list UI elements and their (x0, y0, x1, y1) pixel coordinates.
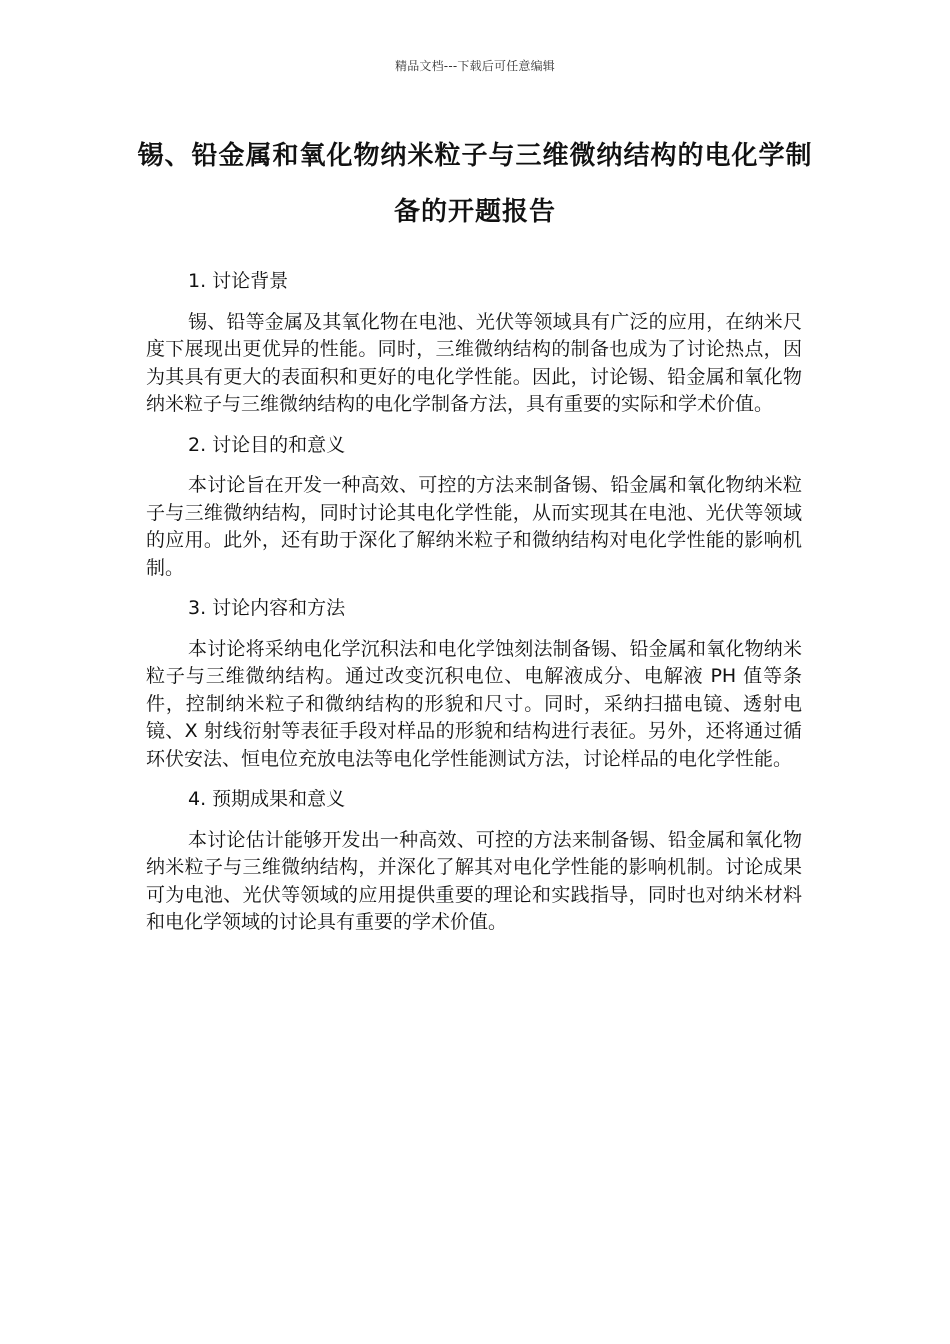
document-body (146, 268, 802, 950)
section-paragraph-purpose: 本讨论旨在开发一种高效、可控的方法来制备锡、铅金属和氧化物纳米粒子与三维微纳结构，同时讨论其电化学性能，从而实现其在电池、光伏等领域的应用。此外，还有助于深化了解纳米粒子和微纳结构对电化学性能的影响机制。 (146, 474, 802, 579)
document-title: 锡、铅金属和氧化物纳米粒子与三维微纳结构的电化学制备的开题报告 (137, 141, 813, 227)
section-heading-background: 1. 讨论背景 (188, 270, 289, 292)
section-heading-purpose: 2. 讨论目的和意义 (188, 433, 346, 456)
header-note: 精品文档---下载后可任意编辑 (395, 59, 555, 73)
section-heading-outcomes: 4. 预期成果和意义 (188, 788, 346, 810)
section-paragraph-methods: 本讨论将采纳电化学沉积法和电化学蚀刻法制备锡、铅金属和氧化物纳米粒子与三维微纳结构。通过改变沉积电位、电解液成分、电解液 PH 值等条件，控制纳米粒子和微纳结构的形貌和尺寸。同时，采纳扫描电镜、透射电镜、X 射线衍射等表征手段对样品的形貌和结构进行表征。另外，还将通过循环伏安法、恒电位充放电法等电化学性能测试方法，讨论样品的电化学性能。 (146, 637, 802, 770)
section-heading-methods: 3. 讨论内容和方法 (188, 597, 346, 619)
section-paragraph-outcomes: 本讨论估计能够开发出一种高效、可控的方法来制备锡、铅金属和氧化物纳米粒子与三维微纳结构，并深化了解其对电化学性能的影响机制。讨论成果可为电池、光伏等领域的应用提供重要的理论和实践指导，同时也对纳米材料和电化学领域的讨论具有重要的学术价值。 (146, 828, 802, 933)
section-paragraph-background: 锡、铅等金属及其氧化物在电池、光伏等领域具有广泛的应用，在纳米尺度下展现出更优异的性能。同时，三维微纳结构的制备也成为了讨论热点，因为其具有更大的表面积和更好的电化学性能。因此，讨论锡、铅金属和氧化物纳米粒子与三维微纳结构的电化学制备方法，具有重要的实际和学术价值。 (146, 310, 802, 415)
